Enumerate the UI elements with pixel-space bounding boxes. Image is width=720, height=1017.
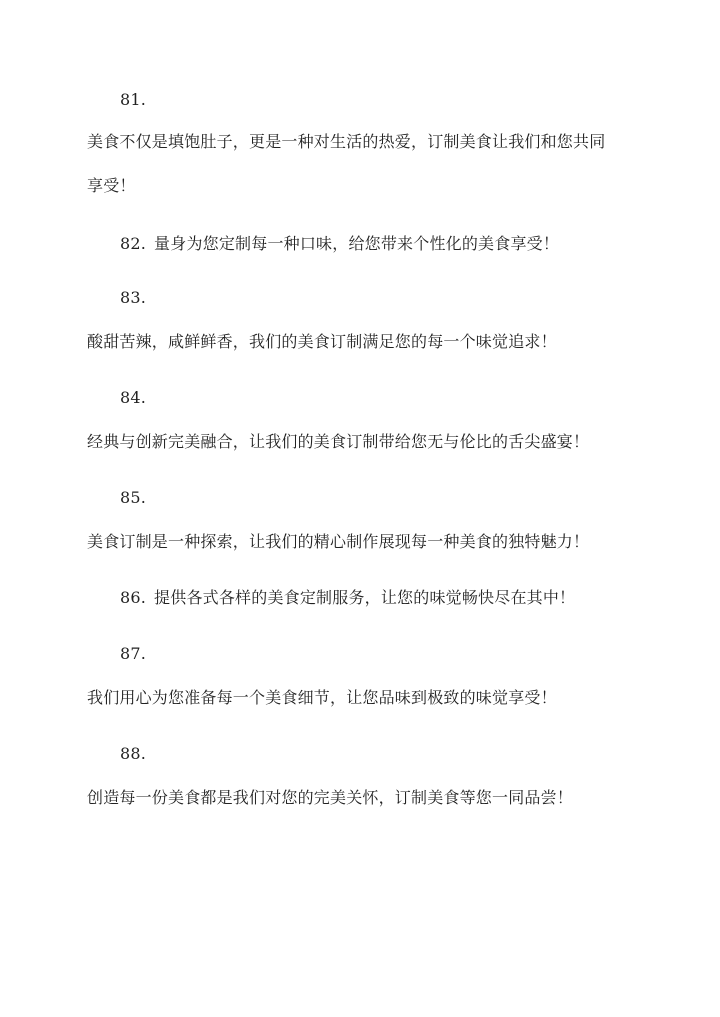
entry-86 [120,587,575,609]
entry-82 [120,233,559,255]
entry-85-number: 85. [120,488,147,507]
entry-86-text: 提供各式各样的美食定制服务，让您的味觉畅快尽在其中！ [154,588,576,607]
entry-83-number: 83. [120,288,147,307]
entry-87-number: 87. [120,644,147,663]
entry-88-text: 创造每一份美食都是我们对您的完美关怀，订制美食等您一同品尝！ [87,788,574,807]
entry-86-number: 86. [120,588,147,607]
entry-83-text: 酸甜苦辣，咸鲜鲜香，我们的美食订制满足您的每一个味觉追求！ [87,332,557,351]
entry-84-text: 经典与创新完美融合，让我们的美食订制带给您无与伦比的舌尖盛宴！ [87,432,590,451]
entry-88-number: 88. [120,744,147,763]
entry-84-number: 84. [120,388,147,407]
entry-87-text: 我们用心为您准备每一个美食细节，让您品味到极致的味觉享受！ [87,688,557,707]
entry-82-number: 82. [120,234,147,253]
entry-81-number: 81. [120,90,147,109]
entry-81-text-line1: 美食不仅是填饱肚子，更是一种对生活的热爱，订制美食让我们和您共同 [87,132,606,151]
entry-81-text-line2: 享受！ [87,176,136,195]
entry-85-text: 美食订制是一种探索，让我们的精心制作展现每一种美食的独特魅力！ [87,532,590,551]
entry-82-text: 量身为您定制每一种口味，给您带来个性化的美食享受！ [154,234,560,253]
